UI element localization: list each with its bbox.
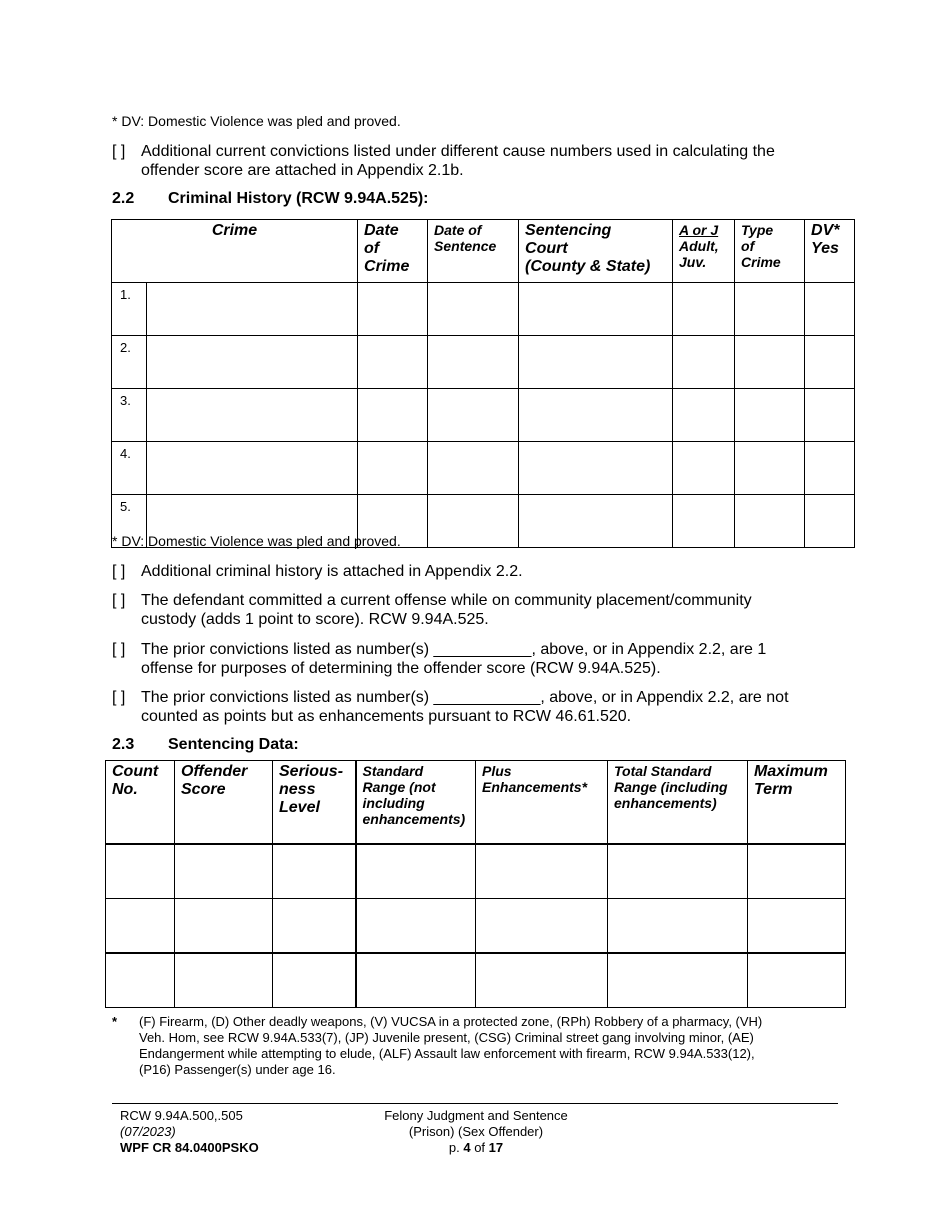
cell-date-of-crime[interactable] [358,336,428,389]
cell-date-of-sentence[interactable] [428,389,519,442]
cell-seriousness-level[interactable] [273,844,356,899]
cell-maximum-term[interactable] [748,899,846,954]
footer-center [370,1108,582,1156]
table-row [112,389,855,442]
additional-current-convictions [112,142,852,180]
checkbox[interactable]: [ ] [112,689,126,706]
checkbox-text: Additional current convictions listed under different cause numbers used in calculating the [141,143,775,160]
section-heading-2-2 [112,190,429,208]
cell-sentencing-court[interactable] [519,336,673,389]
col-count-no: Count No. [106,761,175,845]
checkbox-item [112,688,852,726]
cell-count-no[interactable] [106,844,175,899]
cell-dv[interactable] [805,283,855,336]
checkbox-text: The defendant committed a current offense while on community placement/community [141,592,752,609]
cell-a-or-j[interactable] [673,283,735,336]
section-title: Sentencing Data: [168,736,299,753]
cell-offender-score[interactable] [175,844,273,899]
checkbox[interactable]: [ ] [112,641,126,658]
row-number: 5. [112,495,147,548]
criminal-history-table [111,219,855,548]
footer-date: (07/2023) [120,1124,176,1139]
cell-date-of-crime[interactable] [358,442,428,495]
table-row [106,844,846,899]
cell-sentencing-court[interactable] [519,495,673,548]
table-row [112,283,855,336]
cell-total-standard-range[interactable] [608,899,748,954]
checkbox-text-cont: offender score are attached in Appendix 2.1b. [141,162,464,179]
col-seriousness-level: Serious- ness Level [273,761,356,845]
checkbox-text: Additional criminal history is attached in Appendix 2.2. [141,563,523,580]
cell-date-of-sentence[interactable] [428,283,519,336]
row-number: 4. [112,442,147,495]
footnote-line: (F) Firearm, (D) Other deadly weapons, (V) VUCSA in a protected zone, (RPh) Robbery of a pharmacy, (VH) [139,1014,763,1029]
table-row [106,899,846,954]
col-standard-range: Standard Range (not including enhancements) [356,761,476,845]
cell-maximum-term[interactable] [748,953,846,1008]
cell-standard-range[interactable] [356,953,476,1008]
footer-title: Felony Judgment and Sentence [384,1108,568,1123]
cell-total-standard-range[interactable] [608,953,748,1008]
cell-dv[interactable] [805,442,855,495]
enhancement-footnote [112,1014,832,1078]
footer-form-number: WPF CR 84.0400PSKO [120,1140,259,1155]
col-plus-enhancements: Plus Enhancements* [476,761,608,845]
cell-standard-range[interactable] [356,899,476,954]
col-sentencing-court: Sentencing Court (County & State) [519,220,673,283]
cell-date-of-sentence[interactable] [428,495,519,548]
checkbox-text-cont: counted as points but as enhancements pursuant to RCW 46.61.520. [141,708,632,725]
dv-note: * DV: Domestic Violence was pled and proved. [112,113,401,129]
checkbox-text: The prior convictions listed as number(s) ___________, above, or in Appendix 2.2, are 1 [141,641,767,658]
section-heading-2-3 [112,736,299,754]
cell-seriousness-level[interactable] [273,899,356,954]
cell-a-or-j[interactable] [673,442,735,495]
col-total-standard-range: Total Standard Range (including enhancements) [608,761,748,845]
checkbox-text: The prior convictions listed as number(s) ____________, above, or in Appendix 2.2, are not [141,689,789,706]
cell-dv[interactable] [805,336,855,389]
checkbox[interactable]: [ ] [112,563,126,580]
col-dv: DV* Yes [805,220,855,283]
footnote-line: Endangerment while attempting to elude, (ALF) Assault law enforcement with firearm, RCW 9.94A.533(12), [139,1046,755,1061]
checkbox-item [112,562,852,581]
dv-note: * DV: Domestic Violence was pled and proved. [112,533,401,549]
table-row [112,442,855,495]
col-maximum-term: Maximum Term [748,761,846,845]
col-type-of-crime: Type of Crime [735,220,805,283]
cell-type-of-crime[interactable] [735,389,805,442]
cell-plus-enhancements[interactable] [476,953,608,1008]
footer-rcw: RCW 9.94A.500,.505 [120,1108,243,1123]
col-a-or-j: A or J Adult, Juv. [673,220,735,283]
cell-offender-score[interactable] [175,899,273,954]
cell-sentencing-court[interactable] [519,389,673,442]
footer-subtitle: (Prison) (Sex Offender) [408,1124,544,1139]
section-number: 2.3 [112,736,135,753]
cell-date-of-crime[interactable] [358,389,428,442]
footnote-line: Veh. Hom, see RCW 9.94A.533(7), (JP) Juvenile present, (CSG) Criminal street gang involving minor, (AE) [139,1030,754,1045]
cell-type-of-crime[interactable] [735,495,805,548]
sentencing-data-table [105,760,846,1008]
cell-type-of-crime[interactable] [735,283,805,336]
cell-dv[interactable] [805,389,855,442]
cell-dv[interactable] [805,495,855,548]
cell-plus-enhancements[interactable] [476,844,608,899]
table-row [106,953,846,1008]
checkbox[interactable]: [ ] [112,592,126,609]
footnote-line: (P16) Passenger(s) under age 16. [139,1062,336,1077]
section-title: Criminal History (RCW 9.94A.525): [168,190,429,207]
col-offender-score: Offender Score [175,761,273,845]
checkbox-item [112,640,852,678]
cell-sentencing-court[interactable] [519,442,673,495]
table-row [112,336,855,389]
checkbox-item [112,591,852,629]
cell-offender-score[interactable] [175,953,273,1008]
cell-crime[interactable] [147,442,358,495]
section-number: 2.2 [112,190,135,207]
cell-crime[interactable] [147,389,358,442]
row-number: 3. [112,389,147,442]
table-header-row [112,220,855,283]
col-crime: Crime [112,220,358,283]
table-header-row [106,761,846,845]
page-number: p. 4 of 17 [448,1140,504,1155]
col-date-of-crime: Date of Crime [358,220,428,283]
cell-count-no[interactable] [106,953,175,1008]
cell-maximum-term[interactable] [748,844,846,899]
checkbox-text-cont: offense for purposes of determining the offender score (RCW 9.94A.525). [141,660,661,677]
checkbox-text-cont: custody (adds 1 point to score). RCW 9.94A.525. [141,611,489,628]
cell-type-of-crime[interactable] [735,336,805,389]
cell-standard-range[interactable] [356,844,476,899]
cell-type-of-crime[interactable] [735,442,805,495]
cell-a-or-j[interactable] [673,336,735,389]
cell-count-no[interactable] [106,899,175,954]
cell-sentencing-court[interactable] [519,283,673,336]
cell-a-or-j[interactable] [673,389,735,442]
cell-crime[interactable] [147,283,358,336]
checkbox[interactable]: [ ] [112,143,126,160]
cell-total-standard-range[interactable] [608,844,748,899]
cell-date-of-sentence[interactable] [428,442,519,495]
cell-seriousness-level[interactable] [273,953,356,1008]
cell-date-of-crime[interactable] [358,283,428,336]
cell-a-or-j[interactable] [673,495,735,548]
footnote-star: * [112,1014,118,1029]
row-number: 2. [112,336,147,389]
footer-divider [112,1103,838,1104]
cell-crime[interactable] [147,336,358,389]
cell-plus-enhancements[interactable] [476,899,608,954]
col-date-of-sentence: Date of Sentence [428,220,519,283]
cell-date-of-sentence[interactable] [428,336,519,389]
row-number: 1. [112,283,147,336]
footer-left [120,1108,259,1156]
